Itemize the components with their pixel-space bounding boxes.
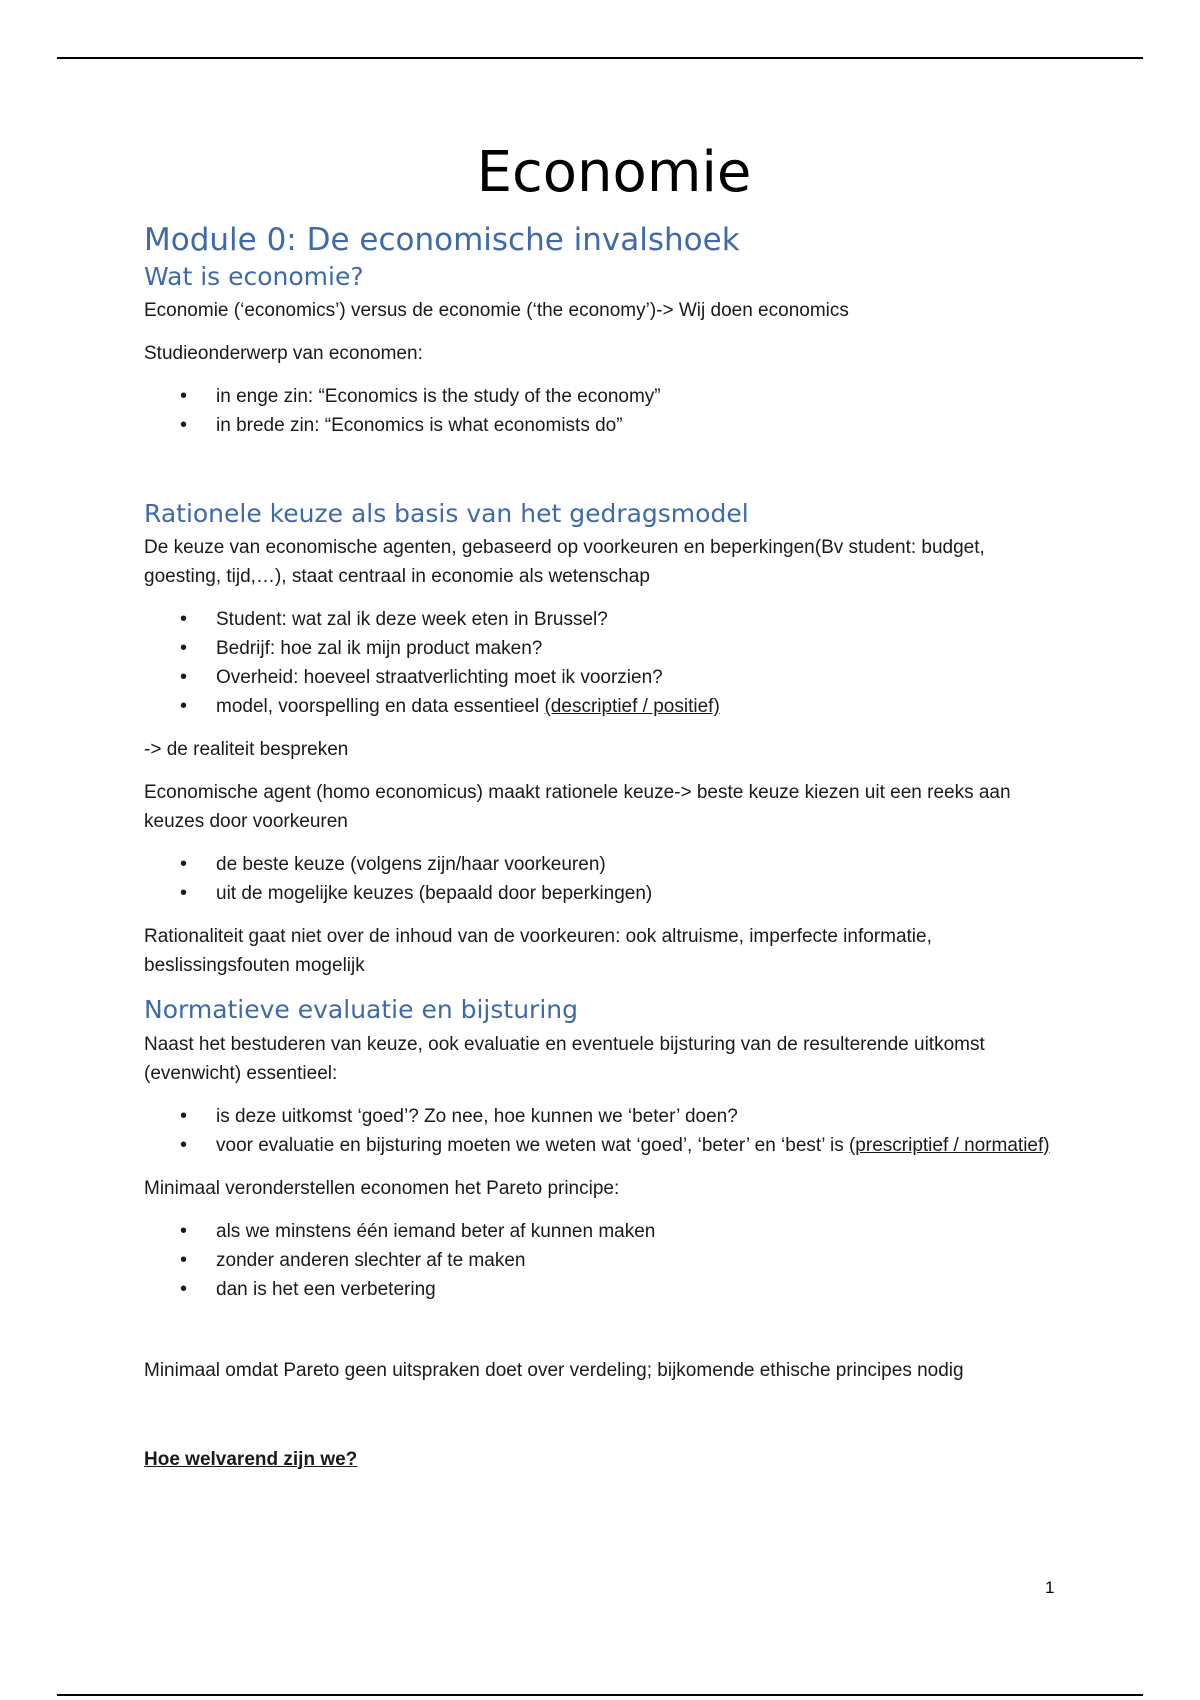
paragraph: Naast het bestuderen van keuze, ook evaluatie en eventuele bijsturing van de resulterende uitkomst (evenwicht) essentieel: <box>144 1033 985 1084</box>
paragraph: -> de realiteit bespreken <box>144 739 349 761</box>
bullet-list <box>144 1217 1064 1304</box>
list-item: • als we minstens één iemand beter af kunnen maken <box>216 1217 1064 1246</box>
paragraph: Economie (‘economics’) versus de economie (‘the economy’)-> Wij doen economics <box>144 300 849 322</box>
paragraph: Minimaal omdat Pareto geen uitspraken doet over verdeling; bijkomende ethische principes nodig <box>144 1359 964 1381</box>
list-item <box>216 1131 1064 1160</box>
underlined-term: (prescriptief / normatief) <box>848 1134 1050 1156</box>
module-heading: Module 0: De economische invalshoek <box>144 221 740 258</box>
list-item: • in enge zin: “Economics is the study of the economy” <box>216 382 1064 411</box>
paragraph: Economische agent (homo economicus) maakt rationele keuze-> beste keuze kiezen uit een reeks aan keuzes door voorkeuren <box>144 782 1011 833</box>
paragraph: Rationaliteit gaat niet over de inhoud van de voorkeuren: ook altruisme, imperfecte informatie, beslissingsfouten mogelijk <box>144 926 932 977</box>
footer-rule <box>57 1694 1143 1696</box>
paragraph: De keuze van economische agenten, gebaseerd op voorkeuren en beperkingen(Bv student: budget, goesting, tijd,…), staat centraal in economie als wetenschap <box>144 537 985 588</box>
list-item-text: voor evaluatie en bijsturing moeten we weten wat ‘goed’, ‘beter’ en ‘best’ is <box>216 1134 849 1156</box>
bullet-list <box>144 605 1064 721</box>
paragraph: Studieonderwerp van economen: <box>144 343 423 365</box>
document-title: Economie <box>476 140 752 205</box>
list-item: • uit de mogelijke keuzes (bepaald door beperkingen) <box>216 879 1064 908</box>
list-item: • Bedrijf: hoe zal ik mijn product maken? <box>216 634 1064 663</box>
page-body <box>144 100 1064 1488</box>
underlined-term: (descriptief / positief) <box>544 696 720 718</box>
list-item: • Student: wat zal ik deze week eten in Brussel? <box>216 605 1064 634</box>
page-number: 1 <box>1045 1578 1055 1597</box>
section-heading-rationele-keuze: Rationele keuze als basis van het gedragsmodel <box>144 499 749 529</box>
header-rule <box>57 57 1143 59</box>
bullet-list <box>144 382 1064 440</box>
section-heading-wat-is-economie: Wat is economie? <box>144 261 364 291</box>
paragraph: Minimaal veronderstellen economen het Pareto principe: <box>144 1177 620 1199</box>
subheading-hoe-welvarend: Hoe welvarend zijn we? <box>144 1448 358 1470</box>
bullet-list <box>144 850 1064 908</box>
list-item <box>216 692 1064 721</box>
list-item: • dan is het een verbetering <box>216 1275 1064 1304</box>
list-item: • zonder anderen slechter af te maken <box>216 1246 1064 1275</box>
list-item: • Overheid: hoeveel straatverlichting moet ik voorzien? <box>216 663 1064 692</box>
section-heading-normatieve-evaluatie: Normatieve evaluatie en bijsturing <box>144 995 578 1025</box>
list-item: • in brede zin: “Economics is what economists do” <box>216 411 1064 440</box>
list-item-text: model, voorspelling en data essentieel <box>216 696 545 718</box>
bullet-list <box>144 1102 1064 1160</box>
list-item: • de beste keuze (volgens zijn/haar voorkeuren) <box>216 850 1064 879</box>
list-item: • is deze uitkomst ‘goed’? Zo nee, hoe kunnen we ‘beter’ doen? <box>216 1102 1064 1131</box>
